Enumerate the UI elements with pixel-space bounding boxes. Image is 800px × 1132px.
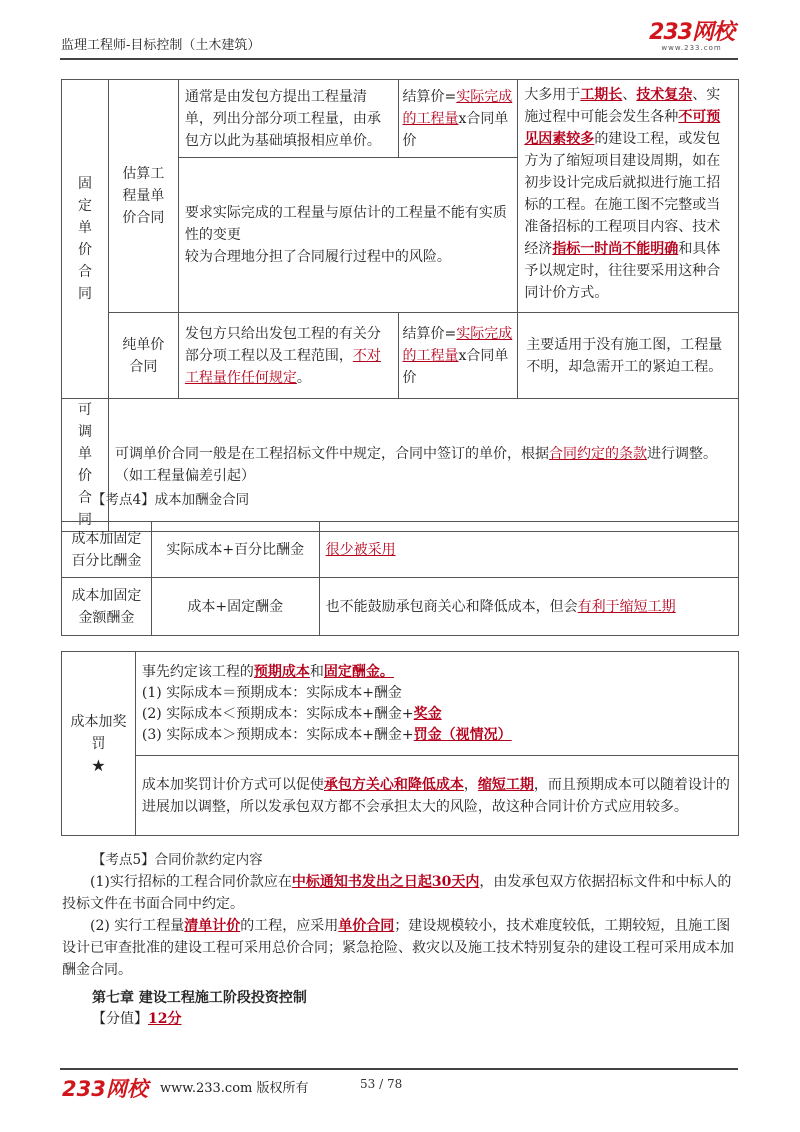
settlement-formula-1: 结算价=实际完成的工程量x合同单价 bbox=[398, 80, 518, 158]
pure-application: 主要适用于没有施工图，工程量不明，却急需开工的紧迫工程。 bbox=[518, 313, 739, 399]
incentive-label: 成本加奖罚 ★ bbox=[62, 652, 136, 836]
fixed-percentage-formula: 实际成本+百分比酬金 bbox=[151, 522, 319, 578]
incentive-summary: 成本加奖罚计价方式可以促使承包方关心和降低成本，缩短工期，而且预期成本可以随着设计的进展加以调整，所以发承包双方都不会承担太大的风险，故这种合同计价方式应用较多。 bbox=[135, 756, 738, 836]
table-incentive bbox=[61, 651, 739, 836]
kaodian-5-para-1: (1)实行招标的工程合同价款应在中标通知书发出之日起30天内，由发承包双方依据招标文件和中标人的投标文件在书面合同中约定。 bbox=[62, 874, 732, 912]
row1-description: 通常是由发包方提出工程量清单，列出分部分项工程量，由承包方以此为基础填报相应单价。 bbox=[178, 80, 398, 158]
page-number: 53 / 78 bbox=[360, 1077, 403, 1091]
star-icon: ★ bbox=[91, 755, 106, 775]
fixed-percentage-note: 很少被采用 bbox=[319, 522, 738, 578]
fixed-amount-formula: 成本+固定酬金 bbox=[151, 578, 319, 636]
application-scope: 大多用于工期长、技术复杂、实施过程中可能会发生各种不可预见因素较多的建设工程，或发包方为了缩短项目建设周期，如在初步设计完成后就拟进行施工招标的工程。在施工图不完整或当准备招标的工程项目内容、技术经济指标一时尚不能明确和具体予以规定时，往往要采用这种合同计价方式。 bbox=[518, 80, 739, 313]
logo-main: 233网校 bbox=[649, 20, 734, 45]
footer-logo: 233网校 bbox=[62, 1077, 148, 1101]
kaodian-5-title: 【考点5】合同价款约定内容 bbox=[92, 852, 263, 868]
kaodian-5-para-2: (2) 实行工程量清单计价的工程，应采用单价合同；建设规模较小，技术难度较低，工期较短，且施工图设计已审查批准的建设工程可采用总价合同；紧急抢险、救灾以及施工技术特别复杂的建设工程可采用成本加酬金合同。 bbox=[62, 918, 734, 978]
kaodian-4-title: 【考点4】成本加酬金合同 bbox=[92, 492, 250, 508]
brand-logo bbox=[649, 22, 734, 52]
score-line: 【分值】12分 bbox=[92, 1011, 182, 1027]
estimated-unit-price-label: 估算工程量单价合同 bbox=[108, 80, 178, 313]
chapter-title: 第七章 建设工程施工阶段投资控制 bbox=[92, 990, 307, 1006]
fixed-amount-note: 也不能鼓励承包商关心和降低成本，但会有利于缩短工期 bbox=[319, 578, 738, 636]
table-unit-price bbox=[61, 79, 739, 532]
adjustable-unit-price-label: 可调单价合同 bbox=[62, 399, 109, 532]
footer-divider bbox=[60, 1068, 738, 1070]
pure-description: 发包方只给出发包工程的有关分部分项工程以及工程范围，不对工程量作任何规定。 bbox=[178, 313, 398, 399]
pure-unit-price-label: 纯单价合同 bbox=[108, 313, 178, 399]
fixed-unit-price-label: 固定单价合同 bbox=[62, 80, 109, 399]
fixed-amount-label: 成本加固定金额酬金 bbox=[62, 578, 152, 636]
footer-site: www.233.com 版权所有 bbox=[160, 1081, 309, 1096]
adjustable-description: 可调单价合同一般是在工程招标文件中规定，合同中签订的单价，根据合同约定的条款进行调整。（如工程量偏差引起） bbox=[108, 399, 738, 532]
fixed-percentage-label: 成本加固定百分比酬金 bbox=[62, 522, 152, 578]
header-divider bbox=[60, 58, 738, 60]
incentive-rules: 事先约定该工程的预期成本和固定酬金。 (1) 实际成本＝预期成本：实际成本+酬金 (2) 实际成本＜预期成本：实际成本+酬金+奖金 (3) 实际成本＞预期成本：实际成本+酬金+罚金（视情况） bbox=[135, 652, 738, 756]
settlement-formula-2: 结算价=实际完成的工程量x合同单价 bbox=[398, 313, 518, 399]
logo-sub: www.233.com bbox=[661, 44, 722, 52]
header-title: 监理工程师-目标控制（土木建筑） bbox=[61, 38, 261, 53]
row2-description: 要求实际完成的工程量与原估计的工程量不能有实质性的变更 较为合理地分担了合同履行过程中的风险。 bbox=[178, 158, 517, 313]
table-cost-plus bbox=[61, 521, 739, 636]
